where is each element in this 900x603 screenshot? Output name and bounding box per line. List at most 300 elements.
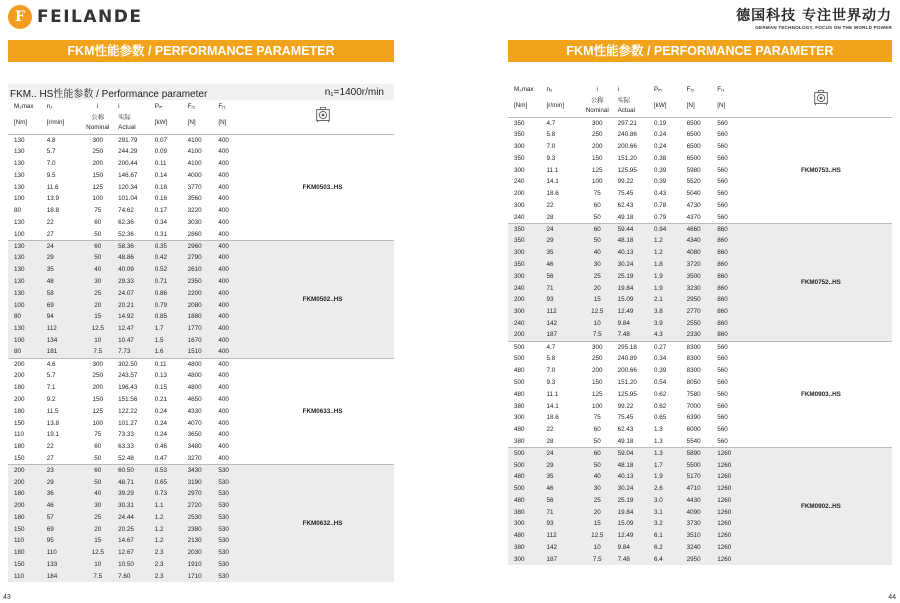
table-cell: 93: [543, 294, 581, 306]
table-cell: 130: [8, 264, 43, 276]
table-cell: 400: [218, 252, 251, 264]
table-cell: 100: [8, 335, 43, 347]
table-cell: 40: [81, 264, 114, 276]
table-cell: 0.24: [153, 405, 184, 417]
table-cell: 6500: [683, 152, 718, 164]
table-cell: 295.18: [614, 341, 652, 353]
table-cell: 50: [581, 459, 614, 471]
model-label: FKM0903..HS: [750, 341, 892, 447]
table-cell: 200.44: [114, 158, 153, 170]
table-cell: 4730: [683, 200, 718, 212]
col-ratio-actual: i: [114, 101, 153, 112]
model-label: FKM0902..HS: [750, 447, 892, 565]
table-cell: 1.9: [652, 471, 683, 483]
table-cell: 400: [218, 405, 251, 417]
table-cell: 60.50: [114, 464, 153, 476]
table-cell: 4000: [184, 169, 219, 181]
table-cell: 250: [81, 146, 114, 158]
model-group: [508, 341, 892, 447]
table-cell: 130: [8, 287, 43, 299]
col-output-speed: n₂: [43, 101, 82, 112]
table-cell: 1.6: [153, 346, 184, 358]
table-cell: 400: [218, 441, 251, 453]
table-cell: 1670: [184, 335, 219, 347]
table-cell: 560: [717, 211, 750, 223]
header-row-1: [508, 84, 892, 95]
table-cell: 40: [581, 247, 614, 259]
table-cell: 1.3: [652, 424, 683, 436]
table-cell: 200: [8, 394, 43, 406]
table-cell: 151.20: [614, 152, 652, 164]
table-cell: 5.7: [43, 370, 82, 382]
table-cell: 560: [717, 388, 750, 400]
table-cell: 14.67: [114, 535, 153, 547]
table-cell: 2960: [184, 240, 219, 252]
table-cell: 400: [218, 394, 251, 406]
table-cell: 4100: [184, 134, 219, 146]
table-cell: 125.95: [614, 388, 652, 400]
header-row-1: [8, 101, 394, 112]
table-cell: 15: [81, 311, 114, 323]
table-cell: 500: [508, 341, 543, 353]
table-cell: 22: [543, 200, 581, 212]
table-cell: 244.29: [114, 146, 153, 158]
table-cell: 0.24: [153, 429, 184, 441]
table-cell: 25: [81, 512, 114, 524]
table-cell: 180: [8, 512, 43, 524]
table-cell: 2950: [683, 553, 718, 565]
table-row: [8, 134, 394, 146]
table-cell: 7.1: [43, 382, 82, 394]
table-cell: 59.44: [614, 223, 652, 235]
table-cell: 6390: [683, 412, 718, 424]
slogan-cn: 德国科技 专注世界动力: [736, 8, 892, 24]
table-cell: 6500: [683, 129, 718, 141]
table-cell: 125: [81, 405, 114, 417]
table-cell: 3650: [184, 429, 219, 441]
table-cell: 4.8: [43, 134, 82, 146]
table-cell: 50: [581, 235, 614, 247]
table-cell: 18.6: [543, 412, 581, 424]
table-cell: 40: [81, 488, 114, 500]
table-cell: 0.62: [652, 400, 683, 412]
table-cell: 74.62: [114, 205, 153, 217]
table-cell: 560: [717, 365, 750, 377]
table-cell: 12.67: [114, 547, 153, 559]
table-cell: 0.86: [153, 287, 184, 299]
table-cell: 0.54: [652, 377, 683, 389]
table-cell: 400: [218, 429, 251, 441]
table-cell: 240: [508, 282, 543, 294]
model-group: [508, 447, 892, 565]
table-cell: 5170: [683, 471, 718, 483]
table-cell: 2380: [184, 523, 219, 535]
table-cell: 480: [508, 388, 543, 400]
header-row-3: Nominal Actual: [508, 106, 892, 117]
table-cell: 400: [218, 134, 251, 146]
table-cell: 101.04: [114, 193, 153, 205]
table-cell: 4340: [683, 235, 718, 247]
table-cell: 130: [8, 323, 43, 335]
table-cell: 1260: [717, 553, 750, 565]
table-cell: 380: [508, 436, 543, 448]
table-cell: 112: [543, 306, 581, 318]
table-cell: 297.21: [614, 117, 652, 129]
table-cell: 7.5: [81, 346, 114, 358]
table-cell: 1880: [184, 311, 219, 323]
table-cell: 3560: [184, 193, 219, 205]
table-cell: 52.48: [114, 453, 153, 465]
table-cell: 3030: [184, 217, 219, 229]
table-cell: 40.09: [114, 264, 153, 276]
table-cell: 530: [218, 512, 251, 524]
table-cell: 1.5: [153, 335, 184, 347]
table-cell: 860: [717, 318, 750, 330]
table-cell: 0.16: [153, 193, 184, 205]
table-cell: 400: [218, 181, 251, 193]
page-number: 43: [3, 594, 11, 601]
table-cell: 150: [81, 394, 114, 406]
table-cell: 6000: [683, 424, 718, 436]
table-cell: 12.5: [581, 530, 614, 542]
table-cell: 75.45: [614, 412, 652, 424]
logo-text: FEILANDE: [37, 7, 143, 27]
logo-mark-icon: F: [8, 5, 32, 29]
table-cell: 860: [717, 223, 750, 235]
table-cell: 1.2: [652, 235, 683, 247]
table-cell: 2610: [184, 264, 219, 276]
table-cell: 500: [508, 483, 543, 495]
table-cell: 7.73: [114, 346, 153, 358]
table-cell: 1.2: [153, 512, 184, 524]
table-cell: 50: [581, 211, 614, 223]
table-cell: 3500: [683, 270, 718, 282]
table-cell: 2.3: [153, 559, 184, 571]
table-cell: 530: [218, 476, 251, 488]
table-cell: 243.57: [114, 370, 153, 382]
table-cell: 0.42: [153, 252, 184, 264]
table-cell: 400: [218, 311, 251, 323]
table-cell: 0.39: [652, 164, 683, 176]
table-cell: 300: [508, 518, 543, 530]
table-cell: 9.5: [43, 169, 82, 181]
table-cell: 3.2: [652, 518, 683, 530]
table-cell: 9.2: [43, 394, 82, 406]
table-cell: 20.21: [114, 299, 153, 311]
table-row: [508, 117, 892, 129]
table-cell: 200.66: [614, 365, 652, 377]
table-cell: 530: [218, 559, 251, 571]
table-cell: 400: [218, 228, 251, 240]
table-cell: 69: [43, 523, 82, 535]
table-cell: 1260: [717, 506, 750, 518]
table-cell: 15.09: [614, 518, 652, 530]
table-cell: 0.34: [153, 217, 184, 229]
table-cell: 22: [43, 217, 82, 229]
gearbox-icon: [812, 89, 830, 107]
table-cell: 240.89: [614, 353, 652, 365]
table-cell: 24: [543, 223, 581, 235]
table-cell: 60: [81, 217, 114, 229]
table-cell: 15: [581, 294, 614, 306]
table-cell: 0.39: [652, 176, 683, 188]
table-cell: 130: [8, 252, 43, 264]
table-cell: 4.7: [543, 341, 581, 353]
table-cell: 12.5: [81, 547, 114, 559]
table-cell: 2.3: [153, 547, 184, 559]
table-cell: 380: [508, 506, 543, 518]
table-cell: 29: [543, 235, 581, 247]
table-cell: 142: [543, 318, 581, 330]
table-cell: 20: [81, 523, 114, 535]
table-cell: 5500: [683, 459, 718, 471]
table-cell: 62.43: [614, 200, 652, 212]
table-cell: 400: [218, 217, 251, 229]
table-cell: 60: [581, 223, 614, 235]
table-cell: 2330: [683, 329, 718, 341]
table-cell: 23: [43, 464, 82, 476]
table-cell: 12.49: [614, 306, 652, 318]
table-cell: 4.3: [652, 329, 683, 341]
table-cell: 134: [43, 335, 82, 347]
table-cell: 480: [508, 530, 543, 542]
table-cell: 2350: [184, 276, 219, 288]
table-cell: 200: [8, 500, 43, 512]
table-cell: 6500: [683, 117, 718, 129]
table-cell: 11.6: [43, 181, 82, 193]
table-cell: 1.3: [652, 447, 683, 459]
col-radial-force-1: Fᵣ₁: [218, 101, 251, 112]
table-cell: 300: [81, 358, 114, 370]
table-cell: 400: [218, 146, 251, 158]
table-cell: 56: [543, 495, 581, 507]
table-cell: 7580: [683, 388, 718, 400]
table-cell: 1260: [717, 459, 750, 471]
table-cell: 200: [508, 188, 543, 200]
table-cell: 50: [581, 436, 614, 448]
table-cell: 50: [81, 476, 114, 488]
table-cell: 110: [8, 429, 43, 441]
table-cell: 100: [581, 400, 614, 412]
col-power: Pᵢₙ: [652, 84, 683, 95]
table-cell: 560: [717, 341, 750, 353]
table-cell: 2550: [683, 318, 718, 330]
table-cell: 2860: [184, 228, 219, 240]
table-cell: 180: [8, 441, 43, 453]
table-cell: 7.0: [543, 365, 581, 377]
table-cell: 560: [717, 188, 750, 200]
table-cell: 49.18: [614, 436, 652, 448]
table-cell: 15: [81, 535, 114, 547]
model-label: FKM0633..HS: [251, 358, 394, 464]
table-cell: 7.60: [114, 570, 153, 582]
table-cell: 6500: [683, 141, 718, 153]
table-cell: 130: [8, 169, 43, 181]
table-cell: 180: [8, 547, 43, 559]
table-cell: 200: [581, 141, 614, 153]
table-cell: 130: [8, 134, 43, 146]
slogan-en: GERMAN TECHNOLOGY, FOCUS ON THE WORLD POWER: [755, 25, 892, 30]
table-cell: 35: [543, 247, 581, 259]
col-output-speed: n₂: [543, 84, 581, 95]
table-row: [508, 341, 892, 353]
table-cell: 125: [581, 164, 614, 176]
model-group: [508, 223, 892, 341]
table-cell: 1260: [717, 518, 750, 530]
table-cell: 15: [581, 518, 614, 530]
table-cell: 0.09: [153, 146, 184, 158]
table-cell: 100: [81, 417, 114, 429]
table-cell: 130: [8, 146, 43, 158]
table-cell: 530: [218, 523, 251, 535]
table-cell: 560: [717, 176, 750, 188]
table-cell: 560: [717, 152, 750, 164]
model-group: [8, 464, 394, 582]
table-cell: 187: [543, 329, 581, 341]
table-cell: 480: [508, 495, 543, 507]
table-cell: 250: [581, 129, 614, 141]
table-cell: 11.5: [43, 405, 82, 417]
table-cell: 200: [8, 370, 43, 382]
table-cell: 130: [8, 217, 43, 229]
table-cell: 2030: [184, 547, 219, 559]
table-cell: 3480: [184, 441, 219, 453]
table-row: [8, 240, 394, 252]
table-cell: 400: [218, 276, 251, 288]
table-cell: 860: [717, 235, 750, 247]
table-cell: 80: [8, 346, 43, 358]
table-cell: 110: [8, 570, 43, 582]
table-cell: 400: [218, 193, 251, 205]
table-cell: 10: [581, 542, 614, 554]
table-cell: 560: [717, 117, 750, 129]
table-cell: 46: [43, 500, 82, 512]
table-cell: 1.2: [652, 247, 683, 259]
table-cell: 60: [581, 447, 614, 459]
table-cell: 14.1: [543, 400, 581, 412]
table-cell: 2530: [184, 512, 219, 524]
table-cell: 240: [508, 318, 543, 330]
table-cell: 3240: [683, 542, 718, 554]
table-cell: 14.92: [114, 311, 153, 323]
table-cell: 200: [8, 358, 43, 370]
table-cell: 12.47: [114, 323, 153, 335]
page-number: 44: [888, 594, 896, 601]
table-cell: 80: [8, 205, 43, 217]
header-row-2: [Nm] [r/min] 公称 实际 [kW] [N] [N]: [8, 112, 394, 123]
table-cell: 6.4: [652, 553, 683, 565]
col-radial-force-2: Fᵣ₂: [184, 101, 219, 112]
col-ratio-actual: i: [614, 84, 652, 95]
table-cell: 63.33: [114, 441, 153, 453]
table-cell: 860: [717, 282, 750, 294]
table-cell: 10.50: [114, 559, 153, 571]
col-torque: M₂max: [508, 84, 543, 95]
table-cell: 200: [8, 464, 43, 476]
gearbox-icon: [314, 106, 332, 124]
model-label: FKM0503..HS: [251, 134, 394, 240]
table-cell: 400: [218, 370, 251, 382]
table-cell: 180: [8, 488, 43, 500]
table-cell: 30.31: [114, 500, 153, 512]
table-cell: 27: [43, 228, 82, 240]
table-cell: 0.78: [652, 200, 683, 212]
table-cell: 19.84: [614, 506, 652, 518]
table-cell: 8300: [683, 341, 718, 353]
table-cell: 400: [218, 240, 251, 252]
table-cell: 8300: [683, 353, 718, 365]
table-cell: 52.36: [114, 228, 153, 240]
table-cell: 19.1: [43, 429, 82, 441]
table-cell: 300: [508, 200, 543, 212]
table-cell: 7.48: [614, 553, 652, 565]
table-cell: 5.8: [543, 353, 581, 365]
table-cell: 560: [717, 353, 750, 365]
model-label: FKM0632..HS: [251, 464, 394, 582]
table-cell: 0.79: [153, 299, 184, 311]
table-cell: 150: [8, 417, 43, 429]
table-cell: 200: [81, 158, 114, 170]
table-cell: 125: [81, 181, 114, 193]
table-cell: 1.2: [153, 523, 184, 535]
table-cell: 1770: [184, 323, 219, 335]
table-cell: 250: [581, 353, 614, 365]
table-cell: 130: [8, 240, 43, 252]
table-cell: 99.22: [614, 176, 652, 188]
table-cell: 1.2: [153, 535, 184, 547]
table-cell: 130: [8, 158, 43, 170]
table-cell: 2200: [184, 287, 219, 299]
table-cell: 15.09: [614, 294, 652, 306]
table-cell: 9.3: [543, 152, 581, 164]
table-cell: 4090: [683, 506, 718, 518]
table-cell: 350: [508, 129, 543, 141]
table-cell: 500: [508, 459, 543, 471]
model-group: [508, 117, 892, 223]
table-cell: 25: [581, 495, 614, 507]
table-cell: 4370: [683, 211, 718, 223]
table-row: [8, 464, 394, 476]
table-cell: 4650: [184, 394, 219, 406]
table-cell: 196.43: [114, 382, 153, 394]
table-cell: 3230: [683, 282, 718, 294]
table-cell: 1510: [184, 346, 219, 358]
table-cell: 400: [218, 299, 251, 311]
table-cell: 400: [218, 264, 251, 276]
table-cell: 400: [218, 287, 251, 299]
table-cell: 130: [8, 181, 43, 193]
table-cell: 500: [508, 377, 543, 389]
table-cell: 4.7: [543, 117, 581, 129]
table-cell: 400: [218, 417, 251, 429]
table-cell: 49.18: [614, 211, 652, 223]
table-cell: 10: [581, 318, 614, 330]
table-cell: 95: [43, 535, 82, 547]
table-cell: 73.33: [114, 429, 153, 441]
table-cell: 530: [218, 570, 251, 582]
table-cell: 29.33: [114, 276, 153, 288]
table-cell: 1.7: [652, 459, 683, 471]
table-cell: 350: [508, 117, 543, 129]
model-label: FKM0753..HS: [750, 117, 892, 223]
table-cell: 0.24: [153, 417, 184, 429]
table-cell: 1260: [717, 471, 750, 483]
table-cell: 142: [543, 542, 581, 554]
table-cell: 0.14: [153, 169, 184, 181]
table-cell: 860: [717, 270, 750, 282]
table-cell: 3.8: [652, 306, 683, 318]
table-cell: 0.11: [153, 358, 184, 370]
